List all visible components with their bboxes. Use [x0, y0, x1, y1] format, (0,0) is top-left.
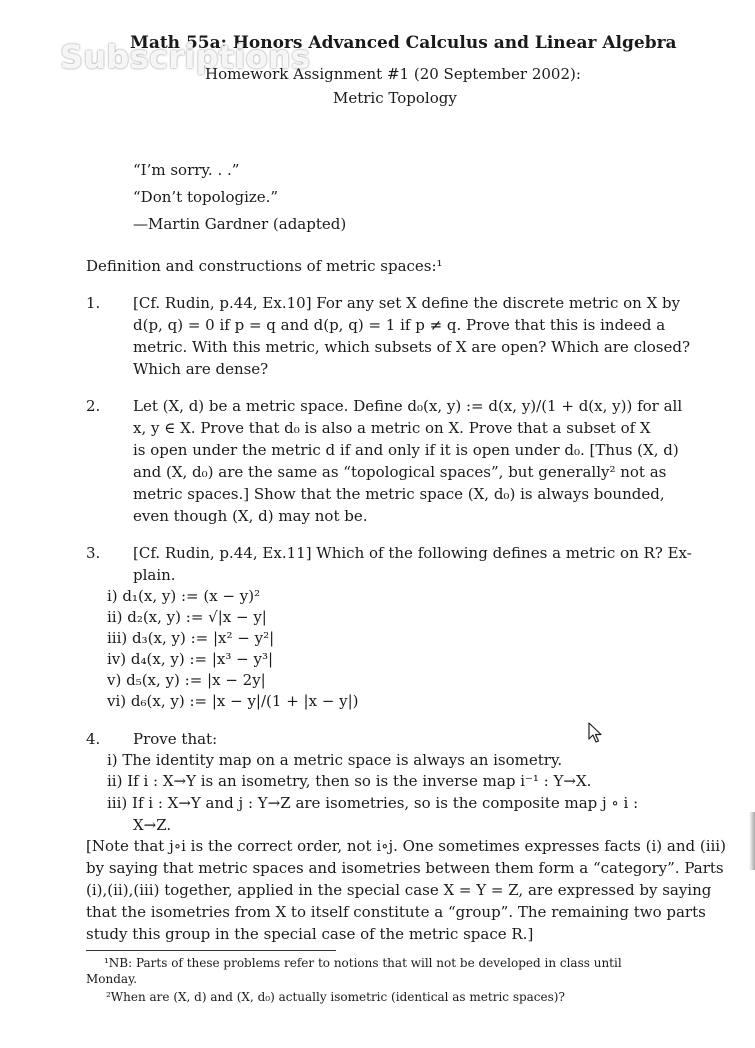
problem-2-text: even though (X, d) may not be.: [133, 507, 368, 525]
problem-2-text: and (X, d₀) are the same as “topological spaces”, but generally² not as: [133, 463, 667, 481]
metric-option: iv) d₄(x, y) := |x³ − y³|: [107, 650, 274, 668]
problem-1-text: Which are dense?: [133, 360, 269, 378]
problem-3-text: [Cf. Rudin, p.44, Ex.11] Which of the following defines a metric on R? Ex-: [133, 544, 692, 562]
problem-2-text: x, y ∈ X. Prove that d₀ is also a metric on X. Prove that a subset of X: [133, 419, 651, 437]
problem-2-text: is open under the metric d if and only if it is open under d₀. [Thus (X, d): [133, 441, 679, 459]
metric-option: i) d₁(x, y) := (x − y)²: [107, 587, 261, 605]
metric-option: vi) d₆(x, y) := |x − y|/(1 + |x − y|): [107, 692, 359, 710]
epigraph-line: “Don’t topologize.”: [133, 188, 279, 206]
section-intro: Definition and constructions of metric spaces:¹: [86, 257, 443, 275]
document-title: Math 55a: Honors Advanced Calculus and Linear Algebra: [130, 33, 677, 53]
problem-1-text: d(p, q) = 0 if p = q and d(p, q) = 1 if p ≠ q. Prove that this is indeed a: [133, 316, 666, 334]
footnote-divider: [86, 950, 336, 951]
footnote-1-continued: Monday.: [86, 972, 138, 986]
problem-4-part: ii) If i : X→Y is an isometry, then so is the inverse map i⁻¹ : Y→X.: [107, 772, 592, 790]
problem-1-text: [Cf. Rudin, p.44, Ex.10] For any set X define the discrete metric on X by: [133, 294, 681, 312]
epigraph-attribution: —Martin Gardner (adapted): [133, 215, 347, 233]
problem-1-text: metric. With this metric, which subsets of X are open? Which are closed?: [133, 338, 691, 356]
edge-shadow: [749, 812, 755, 870]
problem-2-text: metric spaces.] Show that the metric space (X, d₀) is always bounded,: [133, 485, 665, 503]
problem-4-note: [Note that j∘i is the correct order, not i∘j. One sometimes expresses facts (i) and (iii): [86, 837, 726, 855]
problem-number: 3.: [86, 544, 101, 562]
problem-4-note: (i),(ii),(iii) together, applied in the special case X = Y = Z, are expressed by saying: [86, 881, 712, 899]
problem-4-part: iii) If i : X→Y and j : Y→Z are isometries, so is the composite map j ∘ i :: [107, 794, 639, 812]
metric-option: iii) d₃(x, y) := |x² − y²|: [107, 629, 275, 647]
subscriptions-overlay[interactable]: [0, 28, 330, 86]
assignment-subtitle: Homework Assignment #1 (20 September 2002):: [205, 65, 581, 83]
topic-heading: Metric Topology: [333, 89, 457, 107]
problem-4-note: that the isometries from X to itself constitute a “group”. The remaining two parts: [86, 903, 706, 921]
metric-option: v) d₅(x, y) := |x − 2y|: [107, 671, 266, 689]
problem-4-note: study this group in the special case of the metric space R.]: [86, 925, 534, 943]
problem-4-text: Prove that:: [133, 730, 218, 748]
problem-number: 2.: [86, 397, 101, 415]
footnote-2: ²When are (X, d) and (X, d₀) actually isometric (identical as metric spaces)?: [106, 990, 565, 1004]
subscriptions-icon: [2, 38, 36, 76]
epigraph-line: “I’m sorry. . .”: [133, 161, 240, 179]
problem-3-text: plain.: [133, 566, 176, 584]
metric-option: ii) d₂(x, y) := √|x − y|: [107, 608, 267, 626]
problem-4-part: X→Z.: [133, 816, 172, 834]
problem-number: 1.: [86, 294, 101, 312]
problem-4-part: i) The identity map on a metric space is always an isometry.: [107, 751, 563, 769]
footnote-1: ¹NB: Parts of these problems refer to notions that will not be developed in class until: [104, 956, 622, 970]
subscriptions-label: Subscriptions: [60, 38, 311, 76]
mouse-pointer-icon: [588, 722, 604, 744]
problem-2-text: Let (X, d) be a metric space. Define d₀(x, y) := d(x, y)/(1 + d(x, y)) for all: [133, 397, 683, 415]
problem-number: 4.: [86, 730, 101, 748]
problem-4-note: by saying that metric spaces and isometries between them form a “category”. Parts: [86, 859, 724, 877]
